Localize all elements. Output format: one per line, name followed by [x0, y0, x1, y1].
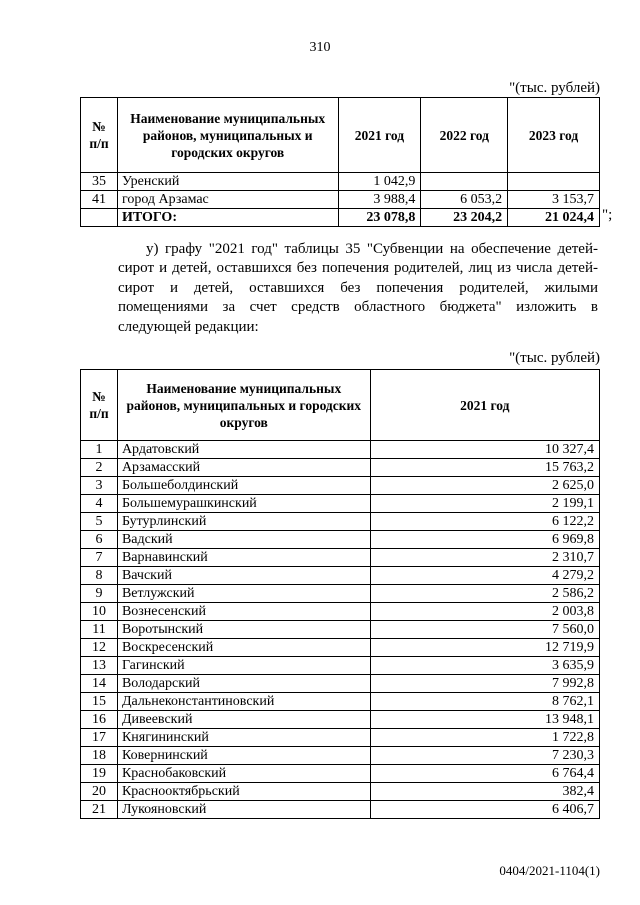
table1-header-name: Наименование муниципальных районов, муниципальных и городских округов — [117, 98, 338, 173]
table2-cell-name: Володарский — [117, 675, 370, 693]
table-row — [81, 657, 600, 675]
table2-cell-num: 7 — [81, 549, 118, 567]
table2-cell-num: 10 — [81, 603, 118, 621]
table2-cell-num: 18 — [81, 747, 118, 765]
table2 — [80, 369, 600, 819]
table1-cell-y2022: 6 053,2 — [421, 191, 508, 209]
table2-cell-y2021: 8 762,1 — [370, 693, 599, 711]
table2-cell-name: Арзамасский — [117, 459, 370, 477]
table-row — [81, 191, 600, 209]
table2-cell-num: 9 — [81, 585, 118, 603]
table2-cell-name: Дивеевский — [117, 711, 370, 729]
table-row — [81, 549, 600, 567]
table2-cell-num: 15 — [81, 693, 118, 711]
table2-cell-name: Лукояновский — [117, 801, 370, 819]
table1-total-y2021: 23 078,8 — [338, 209, 421, 227]
table2-header-num: № п/п — [81, 370, 118, 441]
table2-header-name: Наименование муниципальных районов, муниципальных и городских округов — [117, 370, 370, 441]
table1-cell-y2021: 3 988,4 — [338, 191, 421, 209]
table2-cell-name: Бутурлинский — [117, 513, 370, 531]
table1-cell-name: Уренский — [117, 173, 338, 191]
table1-header-2022: 2022 год — [421, 98, 508, 173]
table-row — [81, 783, 600, 801]
table2-cell-y2021: 7 992,8 — [370, 675, 599, 693]
table2-cell-name: Краснобаковский — [117, 765, 370, 783]
table2-cell-num: 13 — [81, 657, 118, 675]
table2-cell-name: Княгининский — [117, 729, 370, 747]
table2-cell-y2021: 2 310,7 — [370, 549, 599, 567]
table-row — [81, 765, 600, 783]
table1-total-y2022: 23 204,2 — [421, 209, 508, 227]
table2-cell-num: 21 — [81, 801, 118, 819]
table1-cell-num: 41 — [81, 191, 118, 209]
table2-cell-name: Дальнеконстантиновский — [117, 693, 370, 711]
table2-cell-name: Гагинский — [117, 657, 370, 675]
table1-cell-y2022 — [421, 173, 508, 191]
table2-cell-y2021: 6 122,2 — [370, 513, 599, 531]
table2-cell-name: Ковернинский — [117, 747, 370, 765]
table2-cell-y2021: 3 635,9 — [370, 657, 599, 675]
table1-cell-y2021: 1 042,9 — [338, 173, 421, 191]
table2-cell-y2021: 382,4 — [370, 783, 599, 801]
table-row — [81, 747, 600, 765]
table-row — [81, 531, 600, 549]
table2-unit-label: "(тыс. рублей) — [509, 350, 600, 366]
table2-cell-name: Воротынский — [117, 621, 370, 639]
table2-cell-name: Вадский — [117, 531, 370, 549]
table2-cell-num: 16 — [81, 711, 118, 729]
table2-cell-name: Большеболдинский — [117, 477, 370, 495]
table2-cell-num: 2 — [81, 459, 118, 477]
table2-cell-num: 17 — [81, 729, 118, 747]
table-row — [81, 621, 600, 639]
table2-cell-y2021: 2 586,2 — [370, 585, 599, 603]
table2-cell-name: Варнавинский — [117, 549, 370, 567]
table2-cell-num: 4 — [81, 495, 118, 513]
table2-cell-num: 20 — [81, 783, 118, 801]
table-row — [81, 173, 600, 191]
table1-cell-num: 35 — [81, 173, 118, 191]
table2-cell-name: Ветлужский — [117, 585, 370, 603]
amendment-paragraph — [118, 240, 598, 337]
table2-cell-name: Вачский — [117, 567, 370, 585]
table-row — [81, 495, 600, 513]
table-row — [81, 459, 600, 477]
table2-cell-num: 5 — [81, 513, 118, 531]
table2-cell-name: Ардатовский — [117, 441, 370, 459]
table-row — [81, 603, 600, 621]
table-row — [81, 675, 600, 693]
table2-cell-num: 1 — [81, 441, 118, 459]
table-row — [81, 639, 600, 657]
table1-closing-quote: "; — [602, 207, 613, 223]
table2-cell-y2021: 6 406,7 — [370, 801, 599, 819]
table-row — [81, 711, 600, 729]
amendment-paragraph-text: у) графу "2021 год" таблицы 35 "Субвенции на обеспечение детей-сирот и детей, оставшихся без попечения родителей, лиц из числа детей-сирот и детей, оставшихся без попечения родителей, жилыми помещениями за счет средств областного бюджета" изложить в следующей редакции: — [118, 241, 598, 335]
table2-cell-y2021: 10 327,4 — [370, 441, 599, 459]
table1-cell-y2023: 3 153,7 — [508, 191, 600, 209]
table-row — [81, 801, 600, 819]
page-number: 310 — [309, 40, 331, 55]
table2-cell-num: 8 — [81, 567, 118, 585]
table2-cell-num: 19 — [81, 765, 118, 783]
table1-total-label: ИТОГО: — [117, 209, 338, 227]
table2-cell-num: 12 — [81, 639, 118, 657]
table2-cell-num: 11 — [81, 621, 118, 639]
table2-cell-y2021: 4 279,2 — [370, 567, 599, 585]
table-row — [81, 513, 600, 531]
table2-cell-num: 14 — [81, 675, 118, 693]
table1 — [80, 97, 600, 227]
table1-cell-y2023 — [508, 173, 600, 191]
table1-header-2021: 2021 год — [338, 98, 421, 173]
table1-total-empty — [81, 209, 118, 227]
table-row — [81, 477, 600, 495]
table-row — [81, 729, 600, 747]
table1-unit-label: "(тыс. рублей) — [509, 80, 600, 96]
table2-cell-name: Воскресенский — [117, 639, 370, 657]
table1-header-num: № п/п — [81, 98, 118, 173]
table2-cell-name: Краснооктябрьский — [117, 783, 370, 801]
table2-cell-y2021: 2 625,0 — [370, 477, 599, 495]
table2-cell-y2021: 2 003,8 — [370, 603, 599, 621]
table2-cell-num: 3 — [81, 477, 118, 495]
table1-total-y2023: 21 024,4 — [508, 209, 600, 227]
table2-cell-name: Вознесенский — [117, 603, 370, 621]
table2-cell-y2021: 1 722,8 — [370, 729, 599, 747]
table-row — [81, 567, 600, 585]
table2-cell-num: 6 — [81, 531, 118, 549]
table2-header-2021: 2021 год — [370, 370, 599, 441]
table2-cell-y2021: 6 969,8 — [370, 531, 599, 549]
document-code: 0404/2021-1104(1) — [499, 863, 600, 878]
table-row — [81, 441, 600, 459]
table1-header-2023: 2023 год — [508, 98, 600, 173]
table-row — [81, 585, 600, 603]
table2-cell-y2021: 13 948,1 — [370, 711, 599, 729]
table1-cell-name: город Арзамас — [117, 191, 338, 209]
table1-total-row — [81, 209, 600, 227]
table2-cell-y2021: 7 230,3 — [370, 747, 599, 765]
table2-cell-y2021: 7 560,0 — [370, 621, 599, 639]
table2-cell-name: Большемурашкинский — [117, 495, 370, 513]
table2-cell-y2021: 12 719,9 — [370, 639, 599, 657]
table2-cell-y2021: 6 764,4 — [370, 765, 599, 783]
table-row — [81, 693, 600, 711]
table2-cell-y2021: 15 763,2 — [370, 459, 599, 477]
table2-cell-y2021: 2 199,1 — [370, 495, 599, 513]
